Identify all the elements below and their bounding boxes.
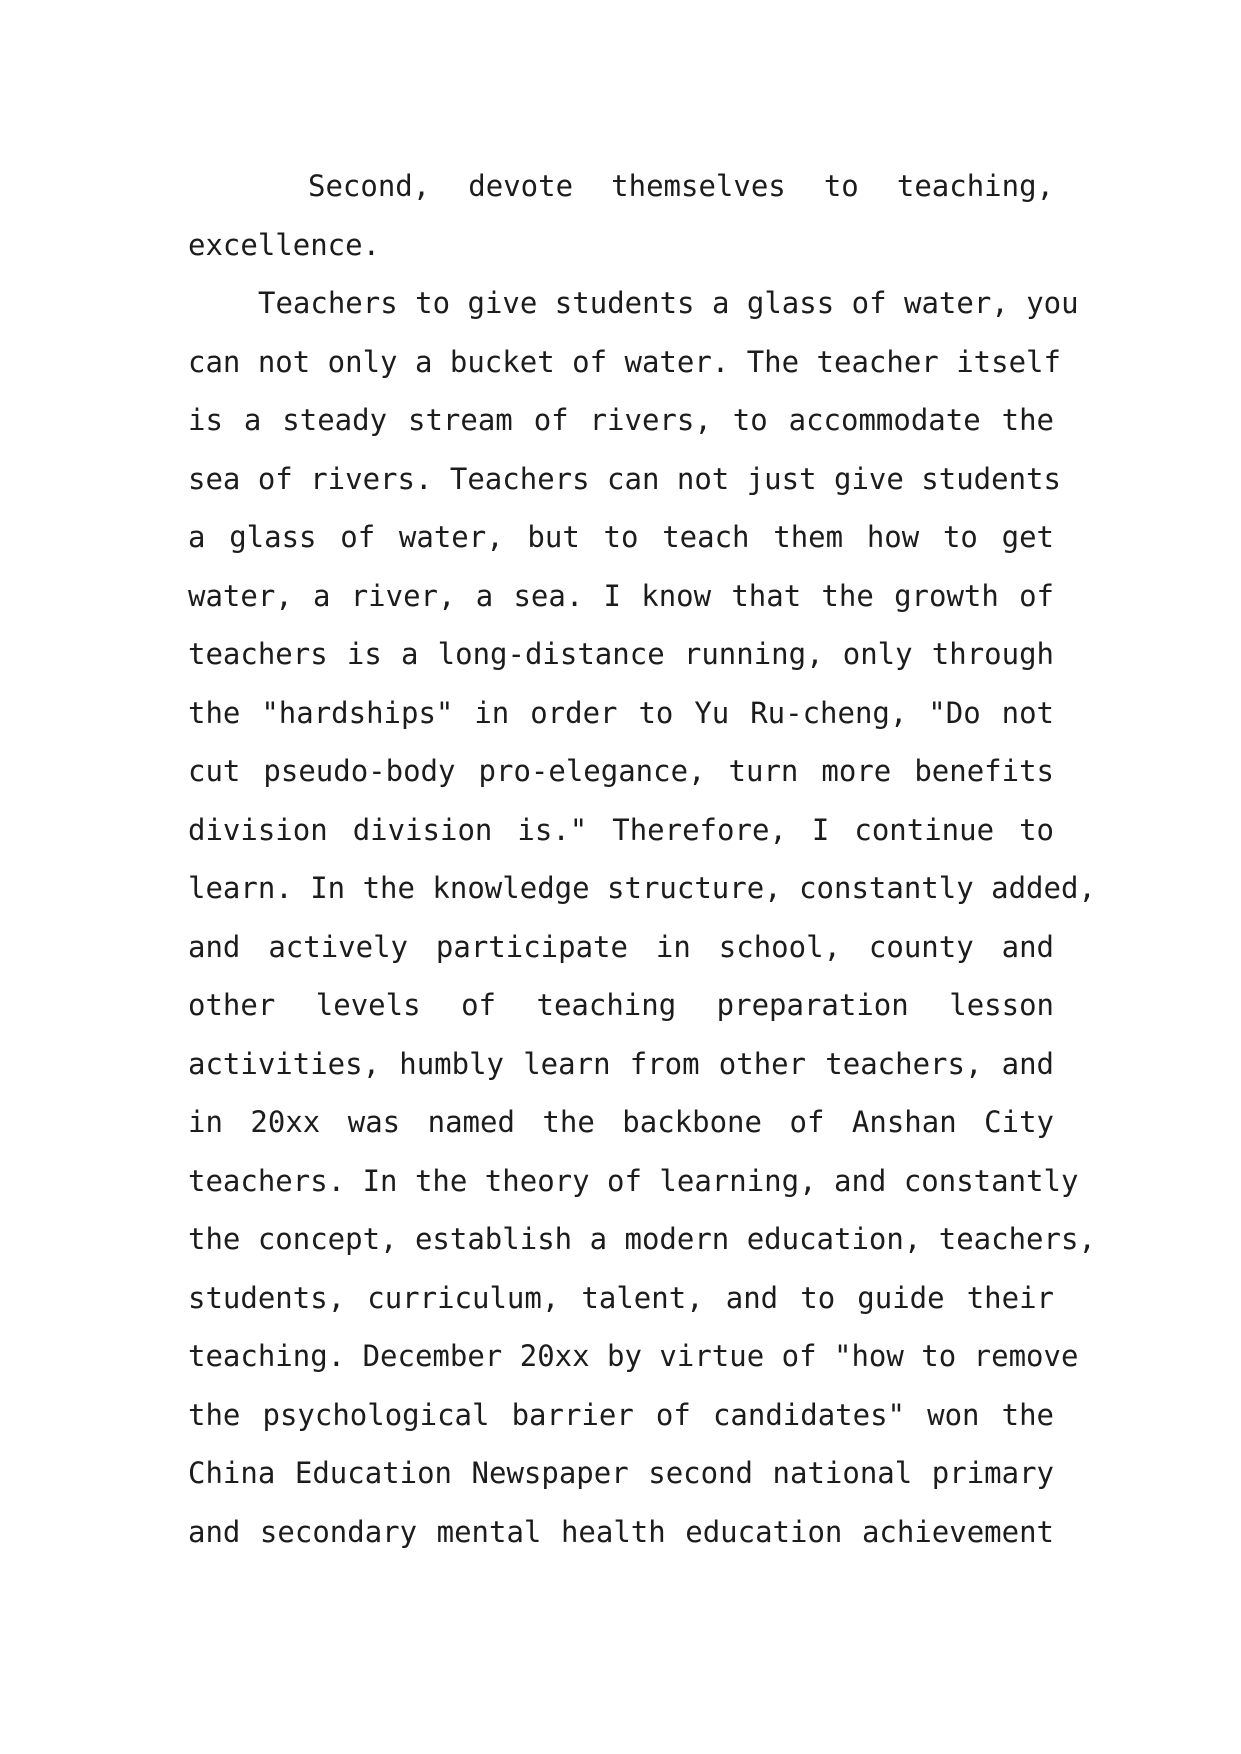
text-line: sea of rivers. Teachers can not just give students (188, 461, 1061, 496)
text-line: activities, humbly learn from other teachers, and (188, 1046, 1054, 1081)
text-line: in 20xx was named the backbone of Anshan City (188, 1105, 1054, 1139)
text-line: the "hardships" in order to Yu Ru-cheng, "Do not (188, 695, 1054, 730)
text-line: excellence. (188, 227, 381, 262)
paragraph-first-line: Teachers to give students a glass of water, you (258, 286, 1079, 320)
text-line: students, curriculum, talent, and to guide their (188, 1280, 1054, 1315)
text-line: the concept, establish a modern education, teachers, (188, 1222, 1096, 1256)
text-line: learn. In the knowledge structure, constantly added, (188, 871, 1096, 905)
text-line: teaching. December 20xx by virtue of "how to remove (188, 1339, 1079, 1373)
text-line: division division is." Therefore, I continue to (188, 812, 1054, 847)
text-line: and secondary mental health education achievement (188, 1514, 1054, 1549)
text-line: teachers. In the theory of learning, and constantly (188, 1163, 1079, 1198)
text-line: China Education Newspaper second national primary (188, 1456, 1054, 1490)
text-line: teachers is a long-distance running, only through (188, 637, 1054, 671)
text-line: and actively participate in school, county and (188, 929, 1054, 964)
text-line: the psychological barrier of candidates" won the (188, 1397, 1054, 1432)
text-line: is a steady stream of rivers, to accommodate the (188, 403, 1054, 437)
text-line: can not only a bucket of water. The teacher itself (188, 344, 1061, 379)
body-text (188, 162, 1096, 1566)
section-heading: Second, devote themselves to teaching, (308, 169, 1054, 203)
text-line: a glass of water, but to teach them how to get (188, 520, 1054, 554)
text-line: other levels of teaching preparation lesson (188, 988, 1054, 1022)
text-line: cut pseudo-body pro-elegance, turn more benefits (188, 754, 1054, 788)
text-line: water, a river, a sea. I know that the growth of (188, 578, 1054, 613)
